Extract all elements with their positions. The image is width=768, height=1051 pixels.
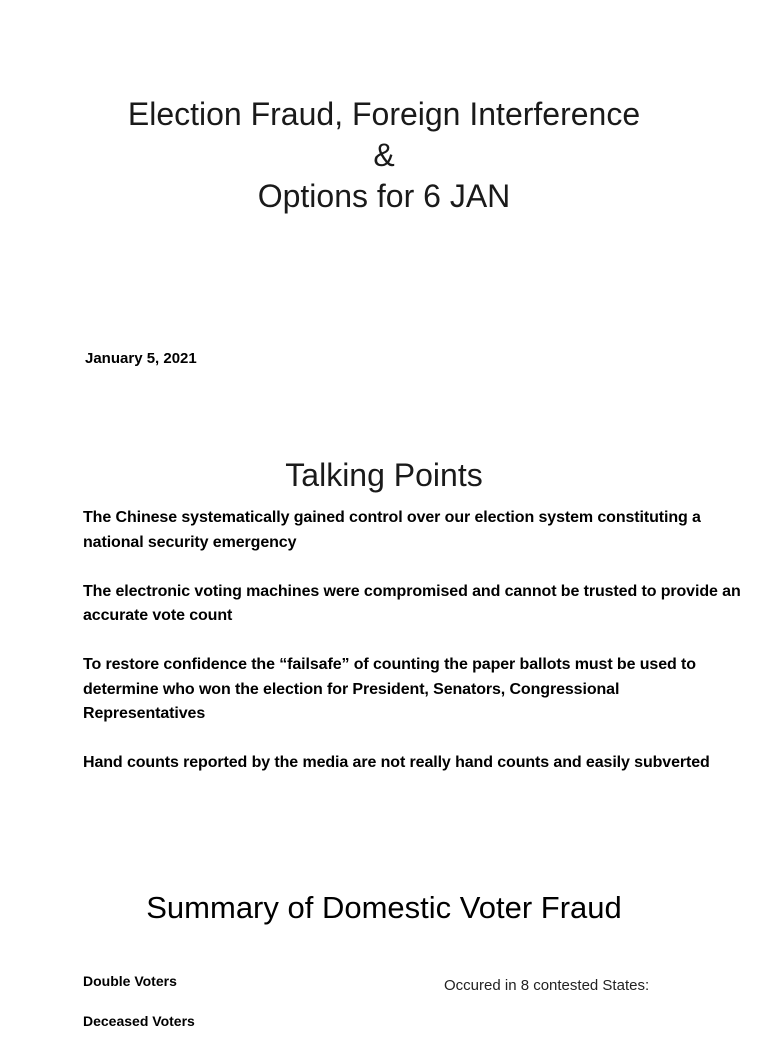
summary-heading: Summary of Domestic Voter Fraud	[146, 890, 622, 925]
document-date: January 5, 2021	[85, 350, 197, 367]
talking-points-list	[83, 506, 743, 800]
fraud-type-list	[83, 971, 383, 1051]
talking-point-item: Hand counts reported by the media are not really hand counts and easily subverted	[83, 754, 710, 771]
talking-point-item: To restore confidence the “failsafe” of counting the paper ballots must be used to determine who won the election for President, Senators, Congressional Representatives	[83, 656, 696, 722]
talking-point-item: The electronic voting machines were compromised and cannot be trusted to provide an accurate vote count	[83, 582, 741, 624]
title-line-3: Options for 6 JAN	[257, 178, 511, 214]
fraud-type-item: Deceased Voters	[83, 1013, 195, 1029]
contested-states-note: Occured in 8 contested States:	[444, 977, 650, 994]
talking-points-heading: Talking Points	[285, 457, 483, 493]
fraud-type-item: Double Voters	[83, 973, 177, 989]
talking-point-item: The Chinese systematically gained control over our election system constituting a national security emergency	[83, 509, 701, 551]
document-title	[0, 94, 768, 217]
title-line-2: &	[373, 137, 395, 173]
title-line-1: Election Fraud, Foreign Interference	[127, 96, 641, 132]
